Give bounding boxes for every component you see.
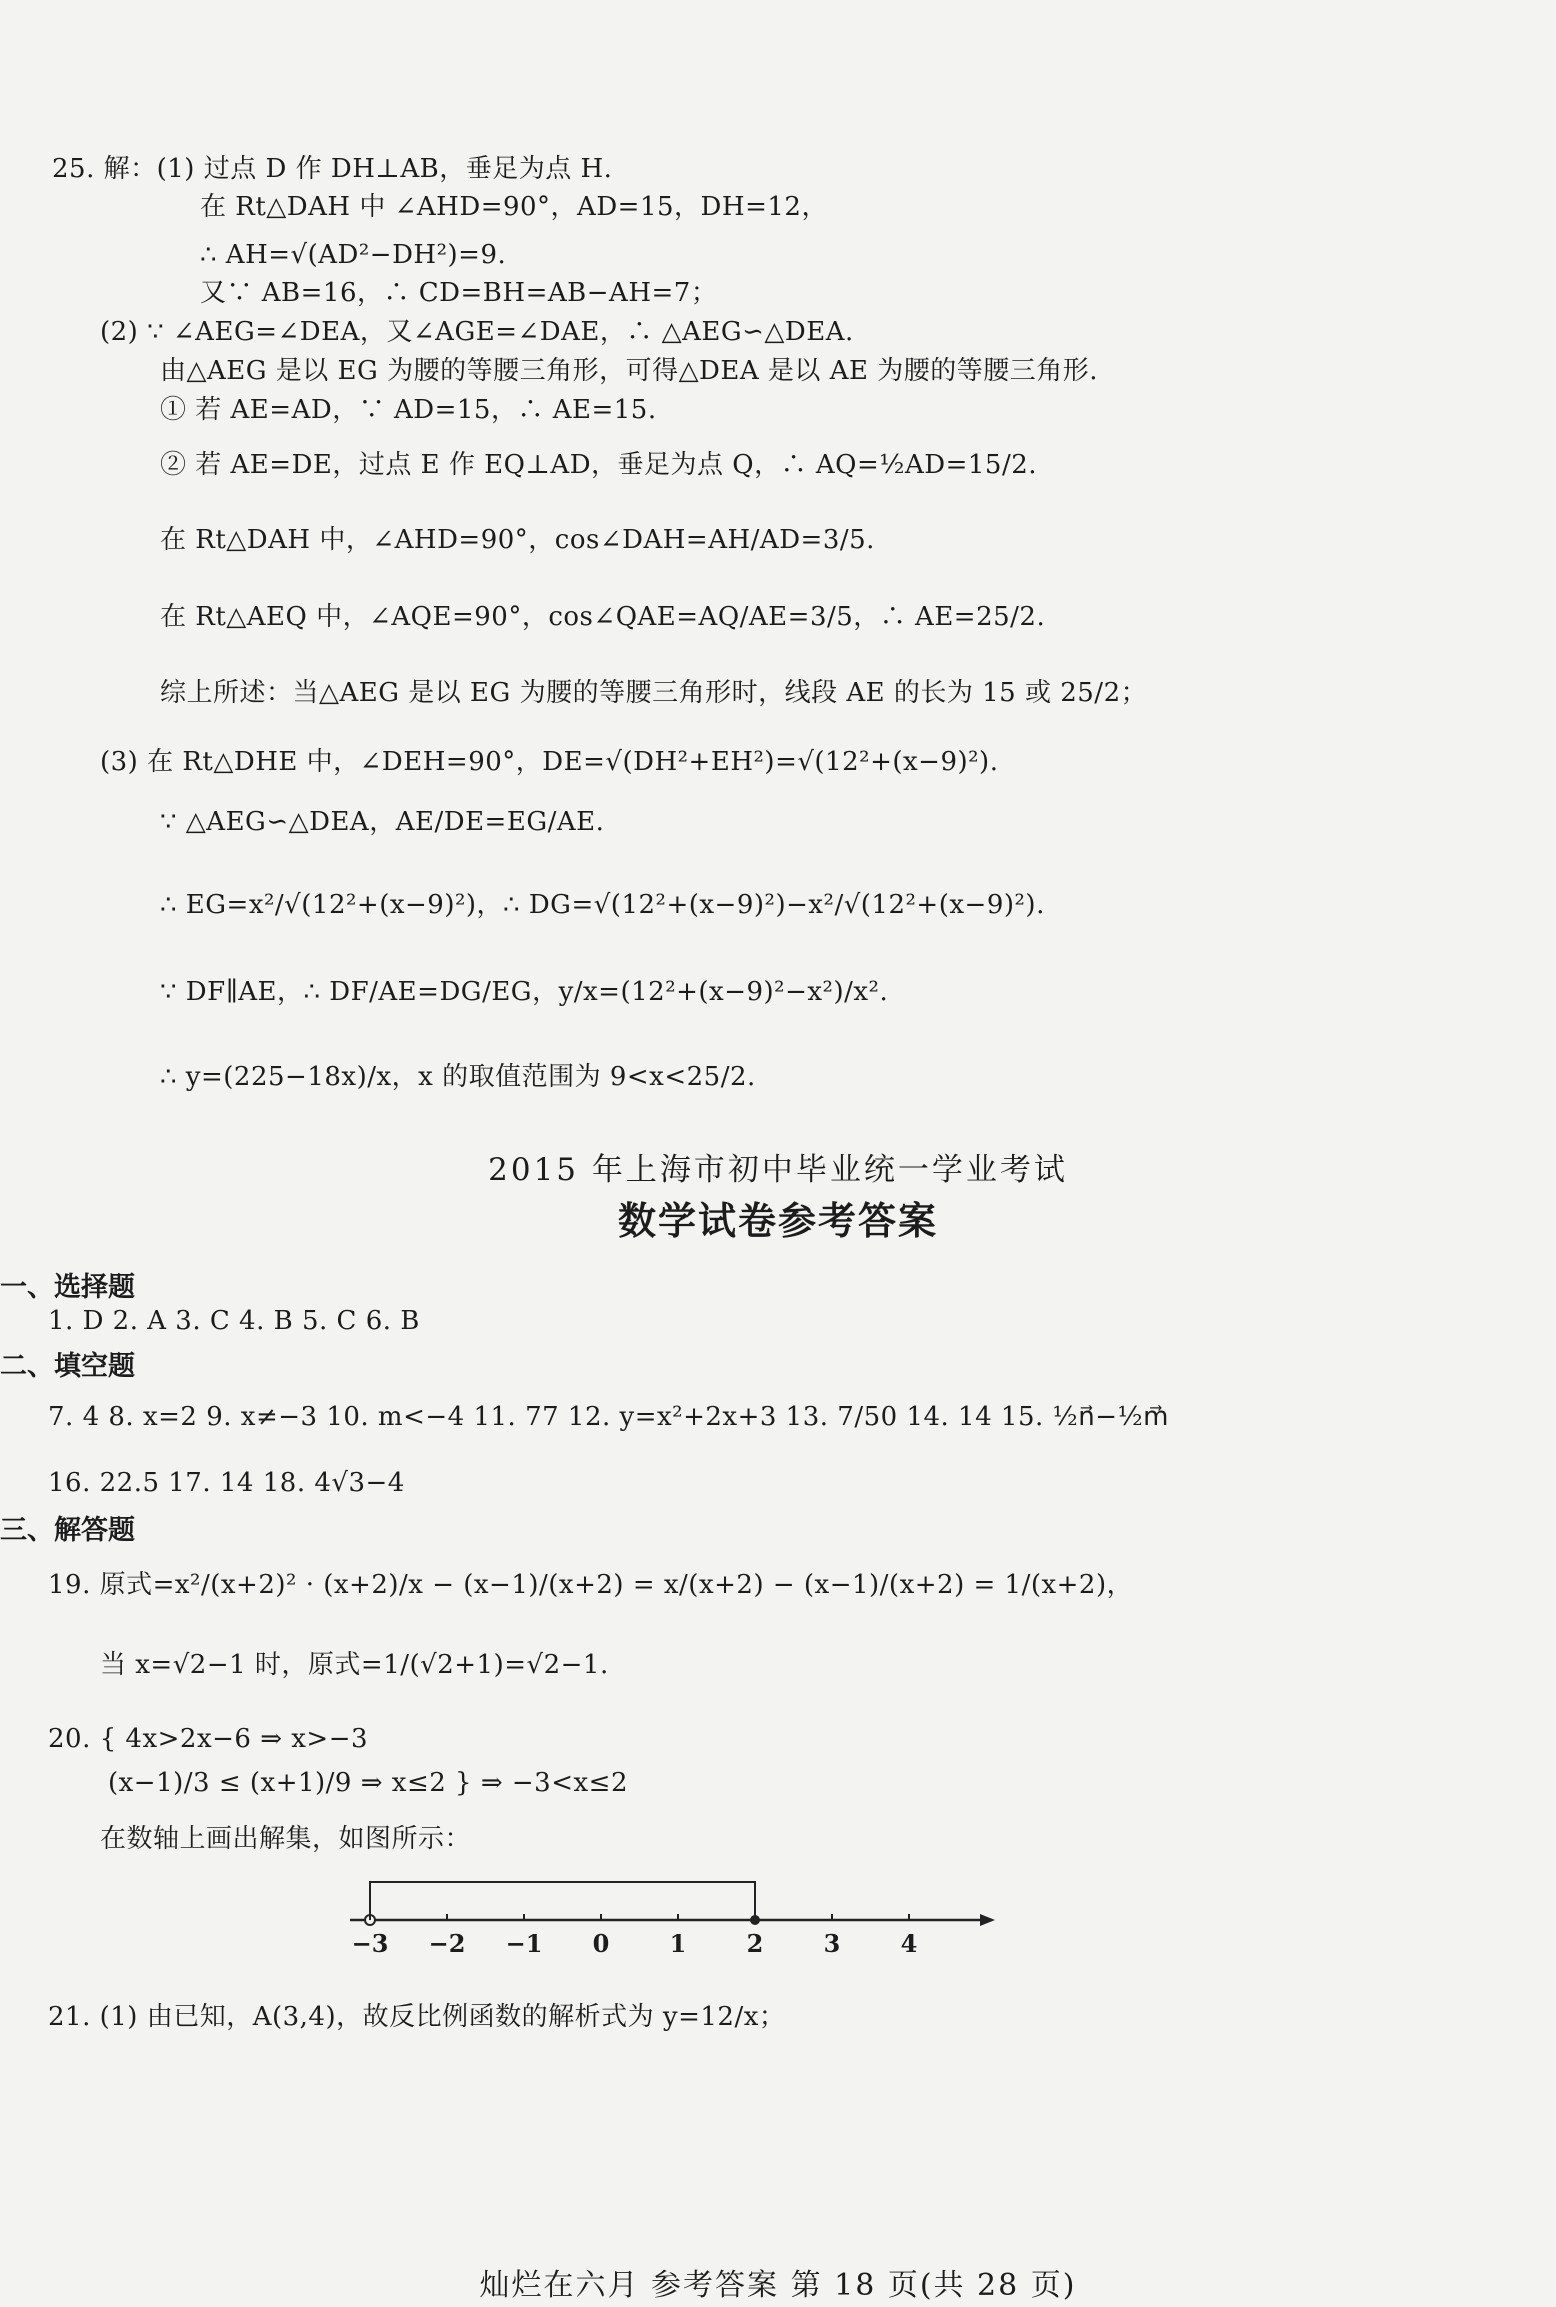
- fill-answers-row-1: 7. 4 8. x=2 9. x≠−3 10. m<−4 11. 77 12. y=x²+2x+3 13. 7/50 14. 14 15. ½n⃗−½m⃗: [48, 1402, 1170, 1432]
- q25-line-8: ② 若 AE=DE，过点 E 作 EQ⊥AD，垂足为点 Q，∴ AQ=½AD=15/2.: [160, 450, 1038, 480]
- exam-title: 2015 年上海市初中毕业统一学业考试: [488, 1152, 1068, 1188]
- tick-label: 2: [746, 1929, 764, 1958]
- q20-line-2: (x−1)/3 ≤ (x+1)/9 ⇒ x≤2 } ⇒ −3<x≤2: [108, 1768, 629, 1798]
- axis-arrow-icon: [980, 1914, 995, 1926]
- q25-line-3: ∴ AH=√(AD²−DH²)=9.: [200, 240, 507, 270]
- page-footer: 灿烂在六月 参考答案 第 18 页(共 28 页): [479, 2268, 1077, 2303]
- section-choice-heading: 一、选择题: [0, 1272, 135, 1303]
- tick-label: 3: [823, 1929, 841, 1958]
- q25-line-4: 又∵ AB=16，∴ CD=BH=AB−AH=7；: [200, 278, 718, 308]
- q25-line-2: 在 Rt△DAH 中 ∠AHD=90°，AD=15，DH=12，: [200, 192, 828, 222]
- q25-line-6: 由△AEG 是以 EG 为腰的等腰三角形，可得△DEA 是以 AE 为腰的等腰三角形.: [160, 356, 1098, 386]
- tick-label: −2: [428, 1929, 466, 1958]
- q19-line-2: 当 x=√2−1 时，原式=1/(√2+1)=√2−1.: [100, 1650, 609, 1680]
- tick-label: 4: [900, 1929, 918, 1958]
- answer-title: 数学试卷参考答案: [617, 1199, 938, 1243]
- number-line-figure: [340, 1870, 1000, 1970]
- q25-line-7: ① 若 AE=AD，∵ AD=15，∴ AE=15.: [160, 395, 657, 425]
- q25-line-5: (2) ∵ ∠AEG=∠DEA，又∠AGE=∠DAE，∴ △AEG∽△DEA.: [100, 317, 854, 347]
- q20-line-1: 20. { 4x>2x−6 ⇒ x>−3: [48, 1724, 369, 1754]
- choice-answers: 1. D 2. A 3. C 4. B 5. C 6. B: [48, 1306, 420, 1336]
- solution-interval-box: [370, 1882, 755, 1920]
- q25-line-10: 在 Rt△AEQ 中，∠AQE=90°，cos∠QAE=AQ/AE=3/5，∴ AE=25/2.: [160, 602, 1046, 632]
- q20-line-3: 在数轴上画出解集，如图所示：: [100, 1824, 472, 1854]
- fill-answers-row-2: 16. 22.5 17. 14 18. 4√3−4: [48, 1468, 405, 1498]
- section-solve-heading: 三、解答题: [0, 1515, 135, 1546]
- q25-line-13: ∵ △AEG∽△DEA，AE/DE=EG/AE.: [160, 807, 605, 837]
- tick-label: −3: [351, 1929, 389, 1958]
- tick-label: 1: [669, 1929, 687, 1958]
- tick-label: 0: [592, 1929, 610, 1958]
- section-fill-heading: 二、填空题: [0, 1351, 135, 1382]
- tick-label: −1: [505, 1929, 543, 1958]
- q25-line-12: (3) 在 Rt△DHE 中，∠DEH=90°，DE=√(DH²+EH²)=√(12²+(x−9)²).: [100, 747, 999, 777]
- q21-line-1: 21. (1) 由已知，A(3,4)，故反比例函数的解析式为 y=12/x；: [48, 2002, 786, 2032]
- q25-line-15: ∵ DF∥AE，∴ DF/AE=DG/EG，y/x=(12²+(x−9)²−x²)/x².: [160, 977, 889, 1007]
- q25-line-11: 综上所述：当△AEG 是以 EG 为腰的等腰三角形时，线段 AE 的长为 15 或 25/2；: [160, 678, 1148, 708]
- q19-line-1: 19. 原式=x²/(x+2)² · (x+2)/x − (x−1)/(x+2) = x/(x+2) − (x−1)/(x+2) = 1/(x+2)，: [48, 1570, 1134, 1600]
- q25-line-1: 25. 解：(1) 过点 D 作 DH⊥AB，垂足为点 H.: [52, 154, 613, 184]
- q25-line-14: ∴ EG=x²/√(12²+(x−9)²)，∴ DG=√(12²+(x−9)²)−x²/√(12²+(x−9)²).: [160, 890, 1045, 920]
- q25-line-9: 在 Rt△DAH 中，∠AHD=90°，cos∠DAH=AH/AD=3/5.: [160, 525, 875, 555]
- q25-line-16: ∴ y=(225−18x)/x，x 的取值范围为 9<x<25/2.: [160, 1062, 756, 1092]
